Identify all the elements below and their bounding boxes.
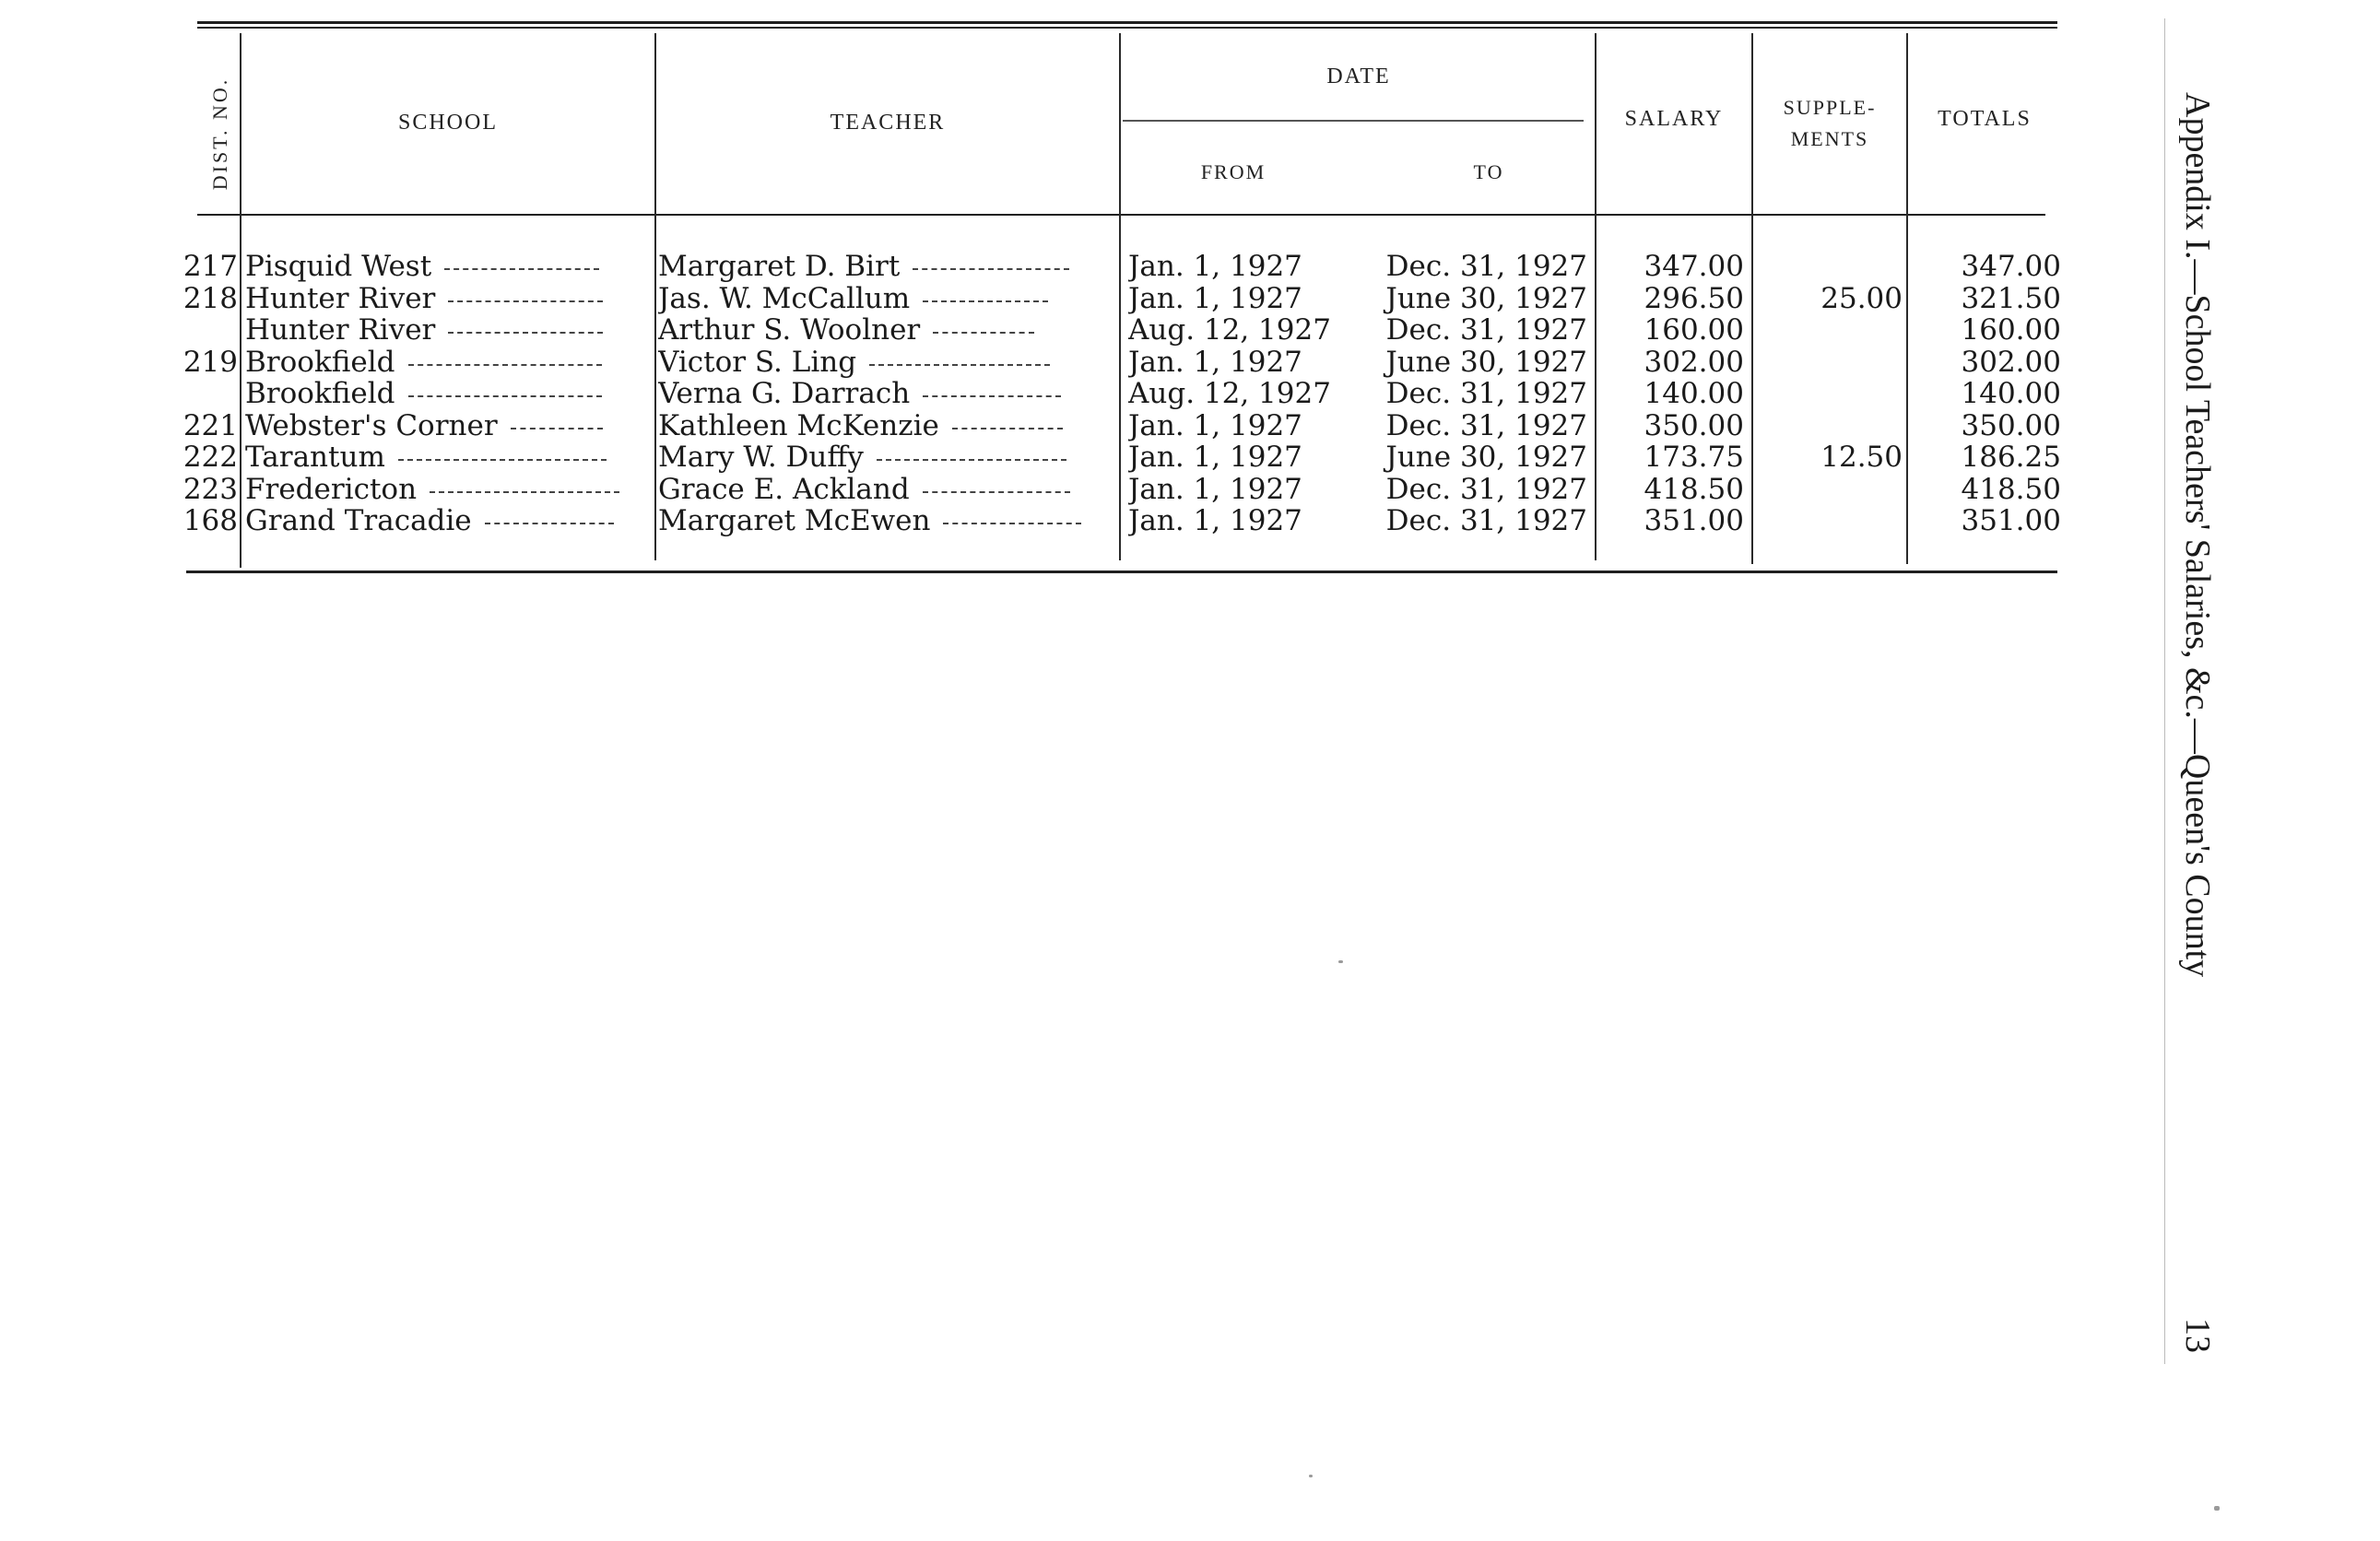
header-supplements-line1: SUPPLE-: [1783, 96, 1877, 119]
school-name: [245, 347, 651, 379]
date-from: Aug. 12, 1927: [1128, 314, 1331, 347]
running-title-label: Appendix I.—School Teachers' Salaries, &c.—Queen's County: [2178, 92, 2217, 978]
dot-leader: [511, 428, 603, 429]
dot-leader: [408, 395, 602, 397]
header-date: DATE: [1326, 65, 1391, 88]
total-value: 186.25: [1961, 441, 2061, 474]
salary-value: 418.50: [1644, 473, 1744, 505]
table-top-rule: [197, 21, 2057, 24]
supplements-value: 12.50: [1820, 441, 1903, 474]
date-to: Dec. 31, 1927: [1385, 251, 1587, 283]
table-row: [0, 251, 2120, 283]
scan-speck: [2214, 1506, 2220, 1511]
scan-speck: [1338, 960, 1343, 963]
teacher-text: Jas. W. McCallum: [658, 282, 911, 314]
header-salary: SALARY: [1624, 107, 1724, 131]
salary-value: 173.75: [1644, 441, 1744, 474]
date-from: Jan. 1, 1927: [1128, 409, 1302, 441]
salary-value: 302.00: [1644, 346, 1744, 378]
dot-leader: [933, 332, 1034, 334]
date-from: Aug. 12, 1927: [1128, 378, 1331, 410]
header-school: SCHOOL: [397, 111, 498, 135]
salary-value: 347.00: [1644, 251, 1744, 283]
school-text: Pisquid West: [245, 251, 432, 283]
teacher-name: [658, 378, 1119, 410]
table-row: [0, 378, 2120, 410]
header-from: FROM: [1200, 160, 1267, 183]
table-row: [0, 441, 2120, 474]
salary-value: 140.00: [1644, 378, 1744, 410]
date-from: Jan. 1, 1927: [1128, 441, 1302, 474]
date-to: Dec. 31, 1927: [1385, 378, 1587, 410]
salary-value: 296.50: [1644, 282, 1744, 314]
salary-value: 351.00: [1644, 505, 1744, 537]
dot-leader: [444, 268, 599, 270]
dot-leader: [913, 268, 1069, 270]
school-name: [245, 505, 651, 537]
school-text: Fredericton: [245, 473, 418, 505]
dot-leader: [869, 364, 1050, 366]
table-row: [0, 474, 2120, 506]
teacher-text: Arthur S. Woolner: [658, 314, 921, 347]
running-title-text: [2177, 92, 2218, 1382]
dot-leader: [448, 300, 603, 302]
teacher-name: [658, 314, 1119, 347]
total-value: 302.00: [1961, 346, 2061, 378]
table-row: [0, 283, 2120, 315]
salary-value: 350.00: [1644, 409, 1744, 441]
date-to: Dec. 31, 1927: [1385, 505, 1587, 537]
school-text: Hunter River: [245, 282, 436, 314]
page-number: 13: [2178, 1318, 2217, 1353]
dot-leader: [877, 459, 1066, 461]
teacher-name: [658, 283, 1119, 315]
school-name: [245, 410, 651, 442]
teacher-name: [658, 347, 1119, 379]
school-name: [245, 474, 651, 506]
date-to: Dec. 31, 1927: [1385, 409, 1587, 441]
header-supplements: [1753, 92, 1906, 155]
running-title: [2178, 92, 2242, 1401]
dot-leader: [952, 428, 1063, 429]
total-value: 418.50: [1961, 473, 2061, 505]
teacher-text: Kathleen McKenzie: [658, 409, 939, 441]
dot-leader: [923, 395, 1061, 397]
school-name: [245, 441, 651, 474]
header-to: TO: [1473, 160, 1504, 183]
teacher-name: [658, 410, 1119, 442]
teacher-name: [658, 474, 1119, 506]
dot-leader: [430, 491, 619, 493]
date-to: June 30, 1927: [1385, 441, 1587, 474]
table-row: [0, 410, 2120, 442]
total-value: 351.00: [1961, 505, 2061, 537]
salary-value: 160.00: [1644, 314, 1744, 347]
table-row: [0, 505, 2120, 537]
date-to: Dec. 31, 1927: [1385, 473, 1587, 505]
total-value: 160.00: [1961, 314, 2061, 347]
date-from: Jan. 1, 1927: [1128, 251, 1302, 283]
school-text: Hunter River: [245, 314, 436, 347]
scan-speck: [1309, 1475, 1313, 1477]
dist-no: 218: [183, 282, 238, 314]
header-dist-no-label: DIST. NO.: [208, 76, 231, 191]
table-row: [0, 347, 2120, 379]
dot-leader: [923, 300, 1048, 302]
school-text: Tarantum: [245, 441, 385, 474]
date-split-rule: [1123, 120, 1584, 122]
dist-no: 168: [183, 505, 238, 537]
table-top-rule-inner: [197, 27, 2057, 29]
supplements-value: 25.00: [1820, 282, 1903, 314]
teacher-text: Victor S. Ling: [658, 346, 857, 378]
total-value: 350.00: [1961, 409, 2061, 441]
dist-no: 223: [183, 473, 238, 505]
dot-leader: [448, 332, 603, 334]
school-name: [245, 378, 651, 410]
margin-rule: [2164, 18, 2165, 1364]
teacher-text: Mary W. Duffy: [658, 441, 864, 474]
dist-no: 221: [183, 409, 238, 441]
school-text: Webster's Corner: [245, 409, 498, 441]
date-from: Jan. 1, 1927: [1128, 473, 1302, 505]
teacher-name: [658, 441, 1119, 474]
dot-leader: [398, 459, 607, 461]
school-name: [245, 251, 651, 283]
dist-no: 219: [183, 346, 238, 378]
table-bottom-rule: [186, 571, 2057, 573]
dot-leader: [923, 491, 1070, 493]
date-from: Jan. 1, 1927: [1128, 282, 1302, 314]
total-value: 140.00: [1961, 378, 2061, 410]
school-text: Brookfield: [245, 378, 395, 410]
table-body: [0, 251, 2120, 537]
dist-no: 222: [183, 441, 238, 474]
date-from: Jan. 1, 1927: [1128, 505, 1302, 537]
dot-leader: [485, 523, 614, 524]
header-supplements-line2: MENTS: [1790, 127, 1869, 150]
dist-no: 217: [183, 251, 238, 283]
teacher-name: [658, 251, 1119, 283]
date-from: Jan. 1, 1927: [1128, 346, 1302, 378]
school-name: [245, 283, 651, 315]
teacher-text: Grace E. Ackland: [658, 473, 910, 505]
teacher-text: Margaret McEwen: [658, 505, 931, 537]
date-to: Dec. 31, 1927: [1385, 314, 1587, 347]
date-to: June 30, 1927: [1385, 346, 1587, 378]
header-teacher: TEACHER: [830, 111, 946, 135]
total-value: 347.00: [1961, 251, 2061, 283]
teacher-name: [658, 505, 1119, 537]
date-to: June 30, 1927: [1385, 282, 1587, 314]
header-totals: TOTALS: [1938, 107, 2032, 131]
school-text: Grand Tracadie: [245, 505, 472, 537]
header-bottom-rule: [197, 214, 2045, 216]
school-text: Brookfield: [245, 346, 395, 378]
total-value: 321.50: [1961, 282, 2061, 314]
teacher-text: Verna G. Darrach: [658, 378, 911, 410]
teacher-text: Margaret D. Birt: [658, 251, 901, 283]
dot-leader: [408, 364, 602, 366]
dot-leader: [943, 523, 1081, 524]
school-name: [245, 314, 651, 347]
table-row: [0, 314, 2120, 347]
